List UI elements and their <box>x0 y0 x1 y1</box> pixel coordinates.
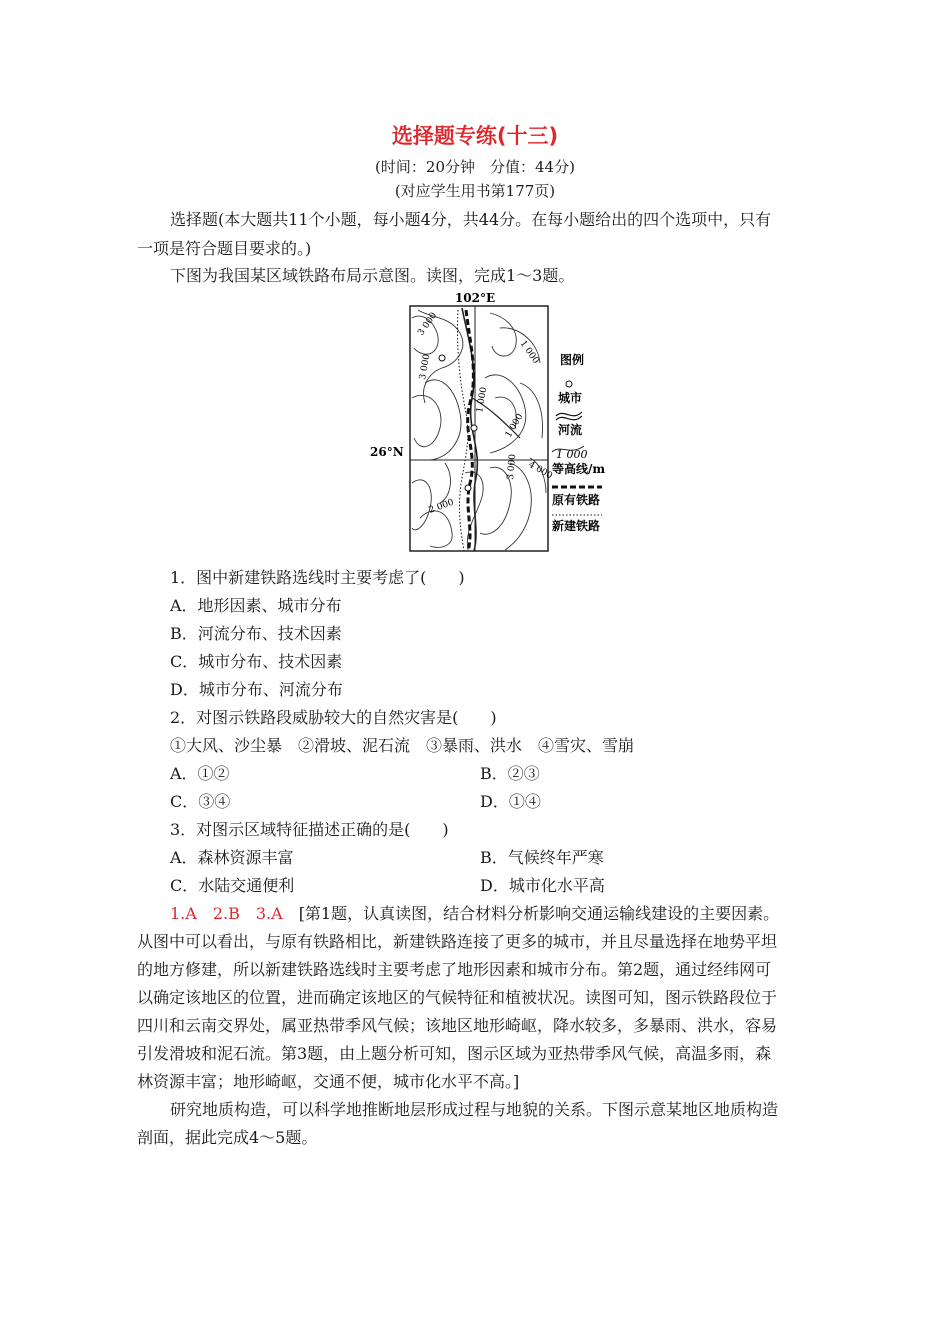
book-reference: (对应学生用书第177页) <box>394 182 556 200</box>
question-1-option-d: D．城市分布、河流分布 <box>170 680 343 699</box>
legend-city-label: 城市 <box>558 391 583 405</box>
question-3-option-a: A．森林资源丰富 <box>170 848 294 867</box>
contour-label: 1 000 <box>517 338 541 366</box>
question-2-option-d: D．①④ <box>480 792 541 811</box>
question-2-stem: 2．对图示铁路段威胁较大的自然灾害是( ) <box>170 708 497 727</box>
contour-label: 2 000 <box>427 497 456 516</box>
question-1-option-c: C．城市分布、技术因素 <box>170 652 343 671</box>
instructions-line-2: 一项是符合题目要求的。) <box>137 239 312 258</box>
city-marker <box>465 485 471 491</box>
contour-label: 3 000 <box>418 353 433 381</box>
contour-label: 1 000 <box>503 412 526 440</box>
answer-explanation-line-3: 的地方修建，所以新建铁路选线时主要考虑了地形因素和城市分布。第2题，通过经纬网可 <box>137 960 772 979</box>
answer-explanation-line-2: 从图中可以看出，与原有铁路相比，新建铁路连接了更多的城市，并且尽量选择在地势平坦 <box>137 932 778 951</box>
contour-label: 4 000 <box>526 459 554 482</box>
answer-explanation-line-1: [第1题，认真读图，结合材料分析影响交通运输线建设的主要因素。 <box>298 904 780 923</box>
city-marker <box>471 425 477 431</box>
longitude-label: 102°E <box>454 291 496 305</box>
question-3-option-c: C．水陆交通便利 <box>170 876 295 895</box>
contour-label: 3 000 <box>416 310 440 338</box>
question-1-stem: 1．图中新建铁路选线时主要考虑了( ) <box>170 568 465 587</box>
contour-label: 1 000 <box>475 386 490 414</box>
latitude-label: 26°N <box>370 445 404 459</box>
geology-intro-line-2: 剖面，据此完成4～5题。 <box>137 1128 318 1147</box>
question-1-option-a: A．地形因素、城市分布 <box>170 596 342 615</box>
legend-contour-label: 等高线/m <box>552 462 606 476</box>
question-3-stem: 3．对图示区域特征描述正确的是( ) <box>170 820 449 839</box>
question-2-items: ①大风、沙尘暴 ②滑坡、泥石流 ③暴雨、洪水 ④雪灾、雪崩 <box>170 736 635 755</box>
question-3-option-d: D．城市化水平高 <box>480 876 605 895</box>
answer-explanation-line-5: 四川和云南交界处，属亚热带季风气候；该地区地形崎岖，降水较多，多暴雨、洪水，容易 <box>137 1016 778 1035</box>
time-info: (时间：20分钟 分值：44分) <box>375 158 575 176</box>
answer-explanation-line-6: 引发滑坡和泥石流。第3题，由上题分析可知，图示区域为亚热带季风气候，高温多雨，森 <box>137 1044 772 1063</box>
legend-title: 图例 <box>560 353 585 367</box>
answer-explanation-line-7: 林资源丰富；地形崎岖，交通不便，城市化水平不高。] <box>137 1072 520 1091</box>
question-3-option-b: B．气候终年严寒 <box>480 848 604 867</box>
answer-first-line <box>170 901 779 924</box>
map-intro: 下图为我国某区域铁路布局示意图。读图，完成1～3题。 <box>170 266 575 285</box>
railway-map-figure <box>370 288 630 556</box>
geology-intro-line-1: 研究地质构造，可以科学地推断地层形成过程与地貌的关系。下图示意某地区地质构造 <box>170 1100 779 1119</box>
answer-explanation-line-4: 以确定该地区的位置，进而确定该地区的气候特征和植被状况。读图可知，图示铁路段位于 <box>137 988 778 1007</box>
instructions-line-1: 选择题(本大题共11个小题，每小题4分，共44分。在每小题给出的四个选项中，只有 <box>170 210 772 229</box>
question-2-option-a: A．①② <box>170 764 230 783</box>
question-1-option-b: B．河流分布、技术因素 <box>170 624 342 643</box>
map-legend <box>552 352 605 533</box>
legend-river-label: 河流 <box>558 423 583 437</box>
city-marker <box>439 355 445 361</box>
contour-label: 3 000 <box>506 453 519 481</box>
question-2-option-c: C．③④ <box>170 792 231 811</box>
legend-old-railway-label: 原有铁路 <box>552 493 601 507</box>
legend-new-railway-label: 新建铁路 <box>552 519 601 533</box>
question-2-option-b: B．②③ <box>480 764 540 783</box>
answer-keys: 1.A 2.B 3.A <box>170 904 283 923</box>
legend-city-symbol <box>566 381 572 387</box>
page-title: 选择题专练(十三) <box>391 124 559 148</box>
legend-contour-value: 1 000 <box>556 448 588 461</box>
legend-river-symbol <box>556 412 582 416</box>
